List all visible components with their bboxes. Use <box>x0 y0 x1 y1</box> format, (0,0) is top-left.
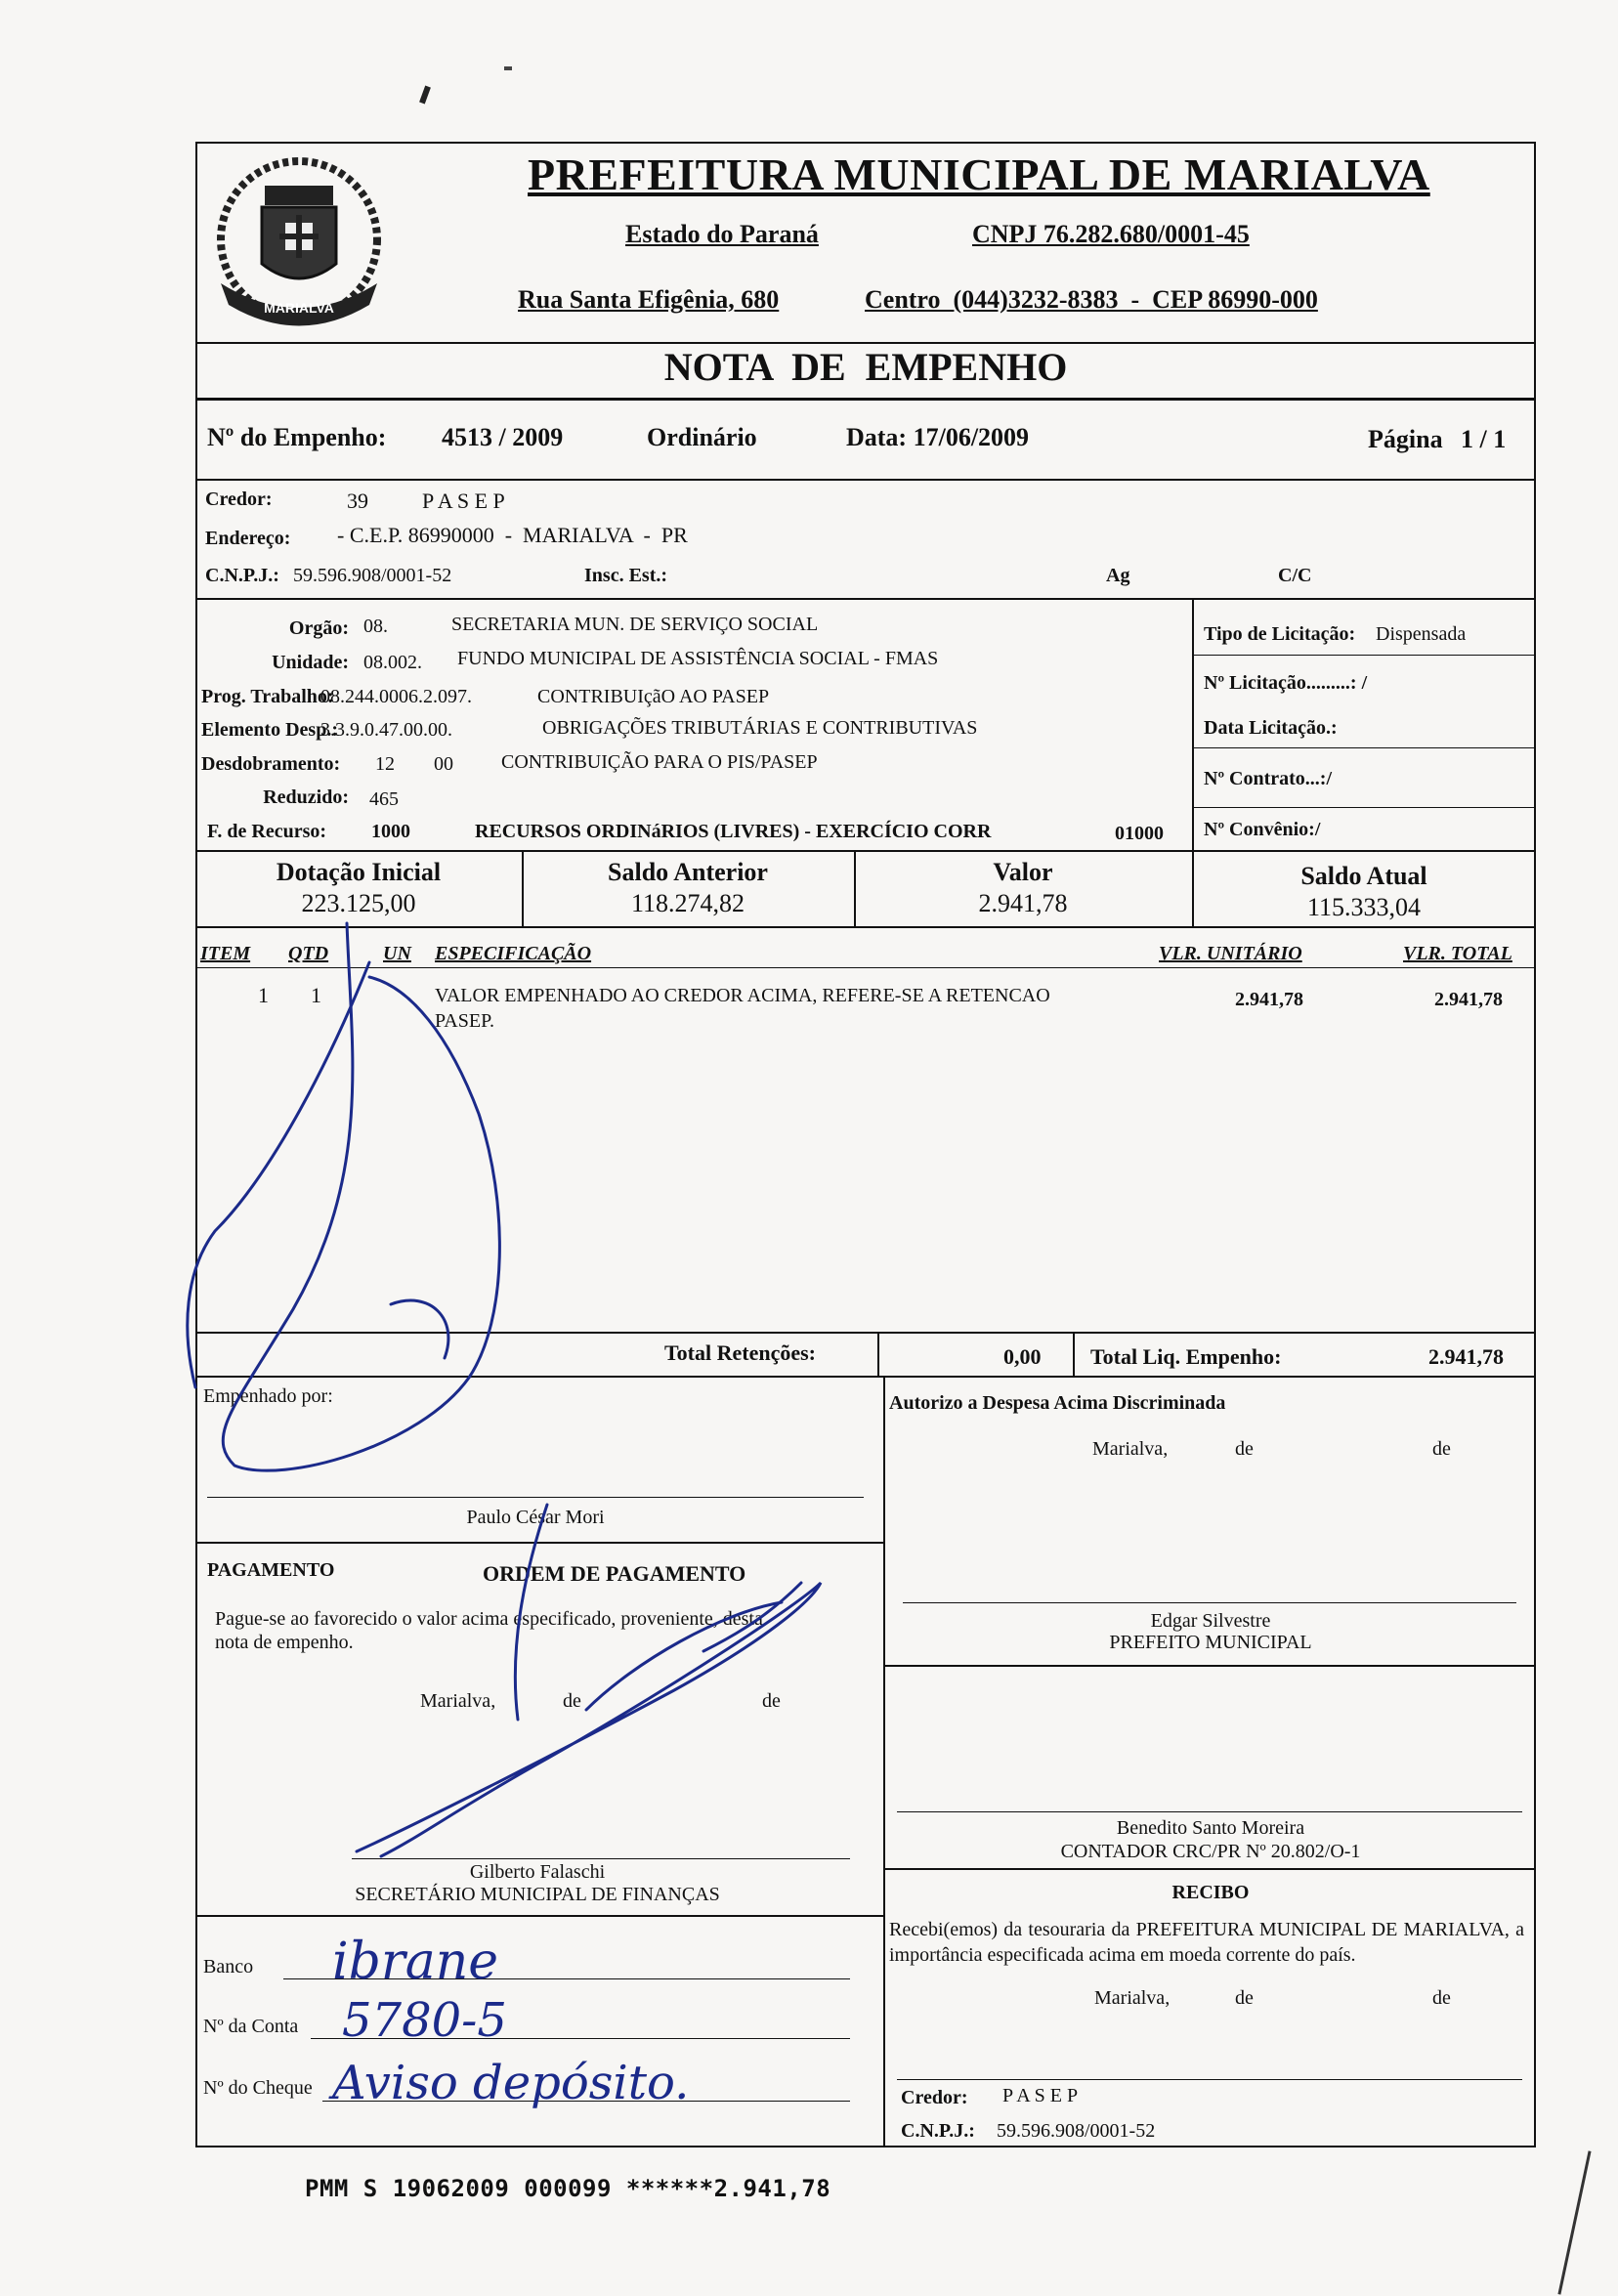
credor-label: Credor: <box>205 489 273 510</box>
saldo-atual-label: Saldo Atual <box>1300 862 1427 890</box>
recurso-code: 1000 <box>371 821 410 842</box>
recurso-name: RECURSOS ORDINáRIOS (LIVRES) - EXERCÍCIO CORR <box>475 821 992 842</box>
pague-text-line1: Pague-se ao favorecido o valor acima especificado, proveniente, desta <box>215 1608 763 1630</box>
num-contrato: Nº Contrato...:/ <box>1204 768 1333 789</box>
secretario-role: SECRETÁRIO MUNICIPAL DE FINANÇAS <box>355 1884 720 1905</box>
unidade-name: FUNDO MUNICIPAL DE ASSISTÊNCIA SOCIAL - FMAS <box>457 648 939 669</box>
recibo-text: Recebi(emos) da tesouraria da PREFEITURA MUNICIPAL DE MARIALVA, a importância especificada acima em moeda corrente do país. <box>889 1919 1524 1966</box>
cheque-handwriting: Aviso depósito. <box>332 2056 690 2110</box>
pague-de-2: de <box>762 1690 781 1712</box>
tipo-licitacao-value: Dispensada <box>1376 623 1467 645</box>
page-label: Página <box>1368 425 1443 453</box>
autorizo-city: Marialva, <box>1092 1438 1169 1460</box>
tipo-licitacao-label: Tipo de Licitação: <box>1204 623 1356 645</box>
cheque-label: Nº do Cheque <box>203 2077 313 2099</box>
recibo-label: RECIBO <box>1171 1882 1250 1903</box>
autorizo-de-1: de <box>1235 1438 1254 1460</box>
recibo-cnpj: 59.596.908/0001-52 <box>997 2120 1156 2142</box>
doc-title: NOTA DE EMPENHO <box>663 345 1068 389</box>
prefeitura-title: PREFEITURA MUNICIPAL DE MARIALVA <box>528 149 1430 199</box>
empenhado-signatory: Paulo César Mori <box>466 1507 605 1528</box>
conta-handwriting: 5780-5 <box>342 1993 507 2048</box>
empenho-kind: Ordinário <box>647 423 757 451</box>
empenho-date: Data: 17/06/2009 <box>846 423 1030 451</box>
recibo-city: Marialva, <box>1094 1987 1171 2009</box>
prog-label: Prog. Trabalho: <box>201 686 334 707</box>
pague-de-1: de <box>563 1690 581 1712</box>
banco-handwriting: ibrane <box>332 1933 499 1991</box>
num-licitacao: Nº Licitação.........: / <box>1204 672 1368 694</box>
elemento-name: OBRIGAÇÕES TRIBUTÁRIAS E CONTRIBUTIVAS <box>542 717 978 739</box>
address-rest: Centro (044)3232-8383 - CEP 86990-000 <box>865 285 1318 314</box>
desdobramento-name: CONTRIBUIÇÃO PARA O PIS/PASEP <box>501 751 818 773</box>
credor-cnpj: 59.596.908/0001-52 <box>293 565 452 586</box>
saldo-atual-value: 115.333,04 <box>1306 893 1422 921</box>
cc-label: C/C <box>1278 565 1312 586</box>
ordem-pagamento-label: ORDEM DE PAGAMENTO <box>483 1561 746 1586</box>
retencoes-value: 0,00 <box>1003 1344 1042 1369</box>
col-item: ITEM <box>200 943 251 964</box>
col-qtd: QTD <box>288 943 329 964</box>
secretario-name: Gilberto Falaschi <box>469 1861 606 1883</box>
valor-label: Valor <box>993 858 1053 886</box>
address-label: Rua Santa Efigênia, 680 <box>518 285 780 314</box>
prog-code: 08.244.0006.2.097. <box>320 686 472 707</box>
credor-address: - C.E.P. 86990000 - MARIALVA - PR <box>337 523 688 547</box>
recibo-de-2: de <box>1432 1987 1451 2009</box>
col-especificacao: ESPECIFICAÇÃO <box>435 943 592 964</box>
elemento-code: 3.3.9.0.47.00.00. <box>320 719 452 741</box>
autorizo-label: Autorizo a Despesa Acima Discriminada <box>889 1392 1226 1414</box>
banco-label: Banco <box>203 1956 254 1977</box>
item-total-value: 2.941,78 <box>1434 989 1503 1010</box>
num-convenio: Nº Convênio:/ <box>1204 819 1321 840</box>
contador-name: Benedito Santo Moreira <box>1116 1817 1305 1839</box>
insc-label: Insc. Est.: <box>584 565 668 586</box>
item-spec-line1: VALOR EMPENHADO AO CREDOR ACIMA, REFERE-SE A RETENCAO <box>435 985 1050 1006</box>
empenho-number: 4513 / 2009 <box>442 423 564 451</box>
orgao-name: SECRETARIA MUN. DE SERVIÇO SOCIAL <box>451 614 819 635</box>
retencoes-label: Total Retenções: <box>664 1340 816 1365</box>
conta-label: Nº da Conta <box>203 2016 299 2037</box>
recurso-label: F. de Recurso: <box>207 821 327 842</box>
prog-name: CONTRIBUIçãO AO PASEP <box>537 686 770 707</box>
empenho-label: Nº do Empenho: <box>207 423 387 451</box>
pagamento-label: PAGAMENTO <box>207 1559 335 1581</box>
valor-value: 2.941,78 <box>978 889 1068 917</box>
empenhado-label: Empenhado por: <box>203 1385 333 1407</box>
svg-text:MARIALVA: MARIALVA <box>264 300 334 316</box>
desdobramento-b: 00 <box>434 753 453 775</box>
item-unit-value: 2.941,78 <box>1235 989 1303 1010</box>
credor-name: P A S E P <box>422 489 505 513</box>
scan-mark <box>504 66 512 70</box>
elemento-label: Elemento Desp.: <box>201 719 338 741</box>
saldo-anterior-label: Saldo Anterior <box>608 858 768 886</box>
liq-empenho-value: 2.941,78 <box>1428 1344 1504 1369</box>
dotacao-label: Dotação Inicial <box>276 858 442 886</box>
desdobramento-a: 12 <box>375 753 395 775</box>
footer-stamp: PMM S 19062009 000099 ******2.941,78 <box>305 2175 831 2202</box>
recibo-credor-name: P A S E P <box>1002 2085 1079 2106</box>
contador-role: CONTADOR CRC/PR Nº 20.802/O-1 <box>1060 1841 1361 1862</box>
prefeito-name: Edgar Silvestre <box>1150 1610 1271 1632</box>
desdobramento-label: Desdobramento: <box>201 753 341 775</box>
pague-text-line2: nota de empenho. <box>215 1632 354 1653</box>
ag-label: Ag <box>1106 565 1130 586</box>
pague-city: Marialva, <box>420 1690 496 1712</box>
address-field-label: Endereço: <box>205 528 291 549</box>
state-label: Estado do Paraná <box>625 220 819 248</box>
recibo-cnpj-label: C.N.P.J.: <box>901 2120 975 2142</box>
page-number: 1 / 1 <box>1461 425 1507 453</box>
saldo-anterior-value: 118.274,82 <box>630 889 745 917</box>
liq-empenho-label: Total Liq. Empenho: <box>1090 1344 1282 1369</box>
data-licitacao: Data Licitação.: <box>1204 717 1338 739</box>
col-vlr-unitario: VLR. UNITÁRIO <box>1159 943 1302 964</box>
reduzido-label: Reduzido: <box>263 787 349 808</box>
credor-code: 39 <box>347 489 368 513</box>
item-spec-line2: PASEP. <box>435 1010 494 1032</box>
prefeito-role: PREFEITO MUNICIPAL <box>1109 1632 1312 1653</box>
orgao-code: 08. <box>363 616 388 637</box>
cnpj-field-label: C.N.P.J.: <box>205 565 279 586</box>
cnpj-label: CNPJ 76.282.680/0001-45 <box>972 220 1250 248</box>
dotacao-value: 223.125,00 <box>301 889 416 917</box>
col-vlr-total: VLR. TOTAL <box>1403 943 1512 964</box>
unidade-label: Unidade: <box>272 652 349 673</box>
unidade-code: 08.002. <box>363 652 422 673</box>
recibo-credor-label: Credor: <box>901 2087 968 2108</box>
col-un: UN <box>383 943 411 964</box>
recibo-de-1: de <box>1235 1987 1254 2009</box>
item-number: 1 <box>258 983 269 1007</box>
recurso-number: 01000 <box>1115 823 1164 844</box>
orgao-label: Orgão: <box>288 617 349 639</box>
autorizo-de-2: de <box>1432 1438 1451 1460</box>
reduzido-value: 465 <box>369 788 399 810</box>
item-qtd: 1 <box>311 983 321 1007</box>
